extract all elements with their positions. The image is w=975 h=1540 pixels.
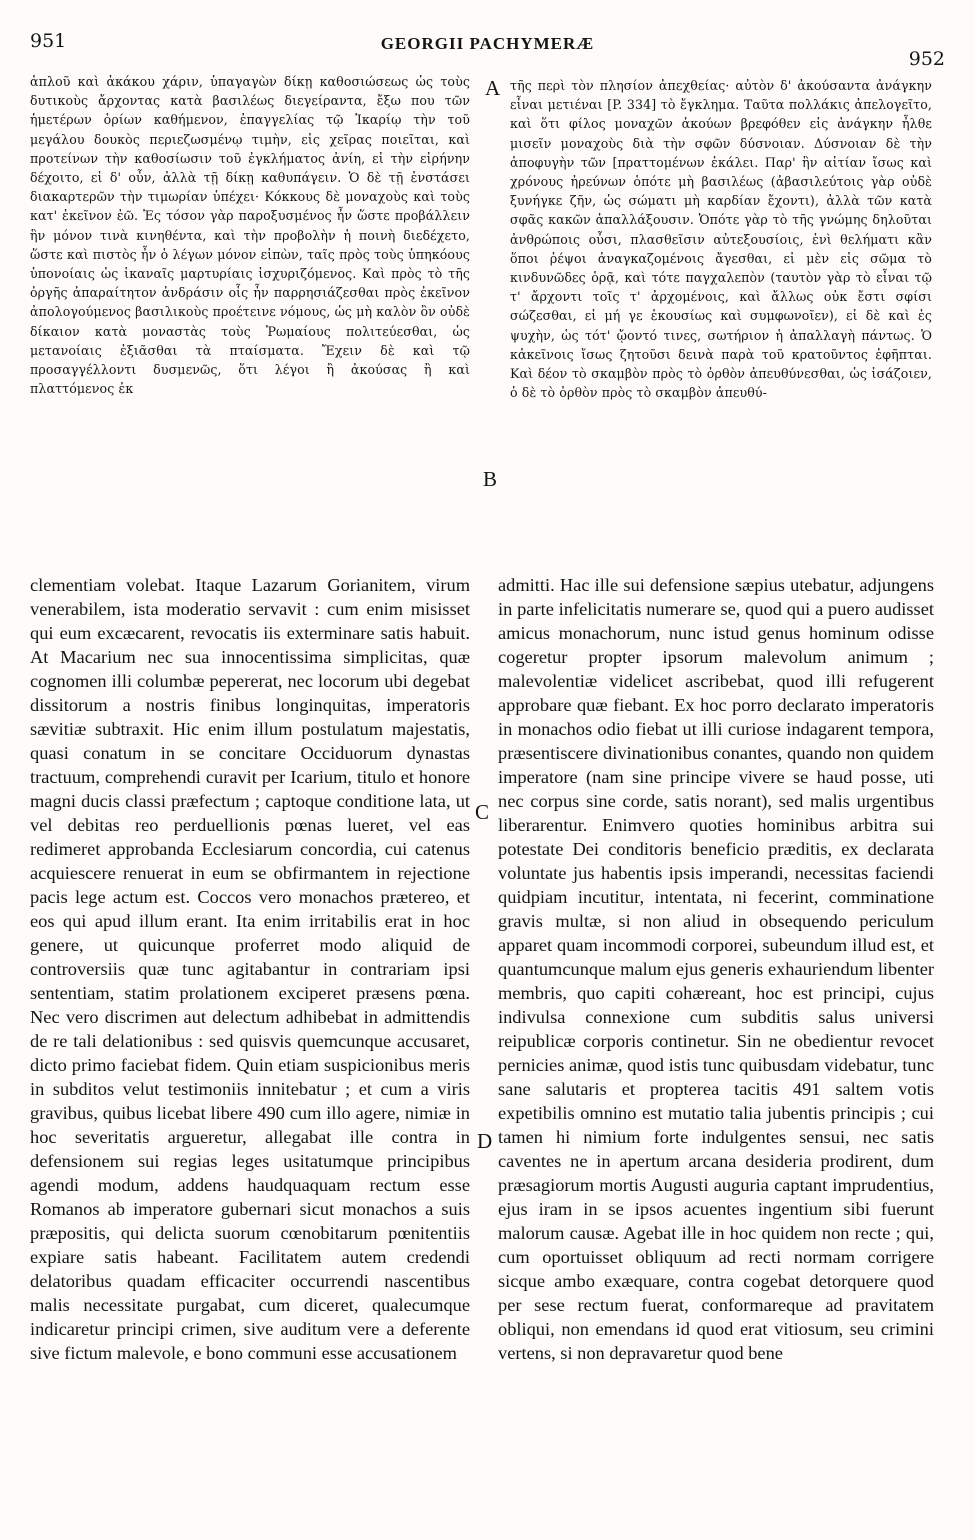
- margin-marker-d: D: [477, 1129, 493, 1153]
- page-number-left: 951: [30, 30, 67, 52]
- margin-marker-c: C: [475, 800, 490, 824]
- latin-column-right: admitti. Hac ille sui defensione sæpius utebatur, adjungens in parte infelicitatis numerare se, quod qui a puero audisset amicus monachorum, nunc istud genus hominum odisse cogeretur propter ipsorum malevolum animum ; malevolentiæ videlicet ascribebat, quod illi refugerent approbare quæ fiebant. Ex hoc porro declarato imperatoris in monachos odio fiebat ut illi curiose indagarent tempora, præsentiscere divinationibus conantes, quando non quidem imperatore (nam sine principe vivere se haud posse, uti nec corpus sine corde, satis norant), sed malis urgentibus liberarentur. Enimvero quoties hominibus arbitra sui potestate Dei conditoris beneficio præditis, ex declarata voluntate jus habentis ipsis imperandi, necessitas faciendi quidpiam incutitur, intentata, ni fecerint, comminatione gravis multæ, si non aliud in obsequendo periculum apparet quam incommodi corporei, subeundum illud est, et quantumcunque malum ejus generis exhauriendum libenter membris, quo capiti cohæreant, hoc est principi, cujus indivulsa connexione cum subditis salus universi reipublicæ corporis continetur. Sin ne obedientur revocet pernicies animæ, quod istis tunc quibusdam videbatur, tunc sane salutaris et propterea tacitis 491 saltem votis expetibilis omnino est mutatio talia jubentis principis ; cui tamen hi nimium forte indulgentes sensui, nec satis caventes ne in apertum arcana desideria prodirent, dum præsagiorum mortis Augusti auguria captant imprudentius, ejus iram in se ipsos acuentes ingentium sibi fuerunt malorum causæ. Agebat ille in hoc quidem non recte ; qui, cum oportuisset obliquum ad recti normam corrigere sicque ambo exæquare, contra cogebat detorquere quod per sese rectum fuerat, conformareque ad pravitatem obliqui, non emendans id quod erat vitiosum, seu crimini vertens, si non depravaretur quod bene: [498, 575, 934, 1363]
- greek-column-left: ἁπλοῦ καὶ ἀκάκου χάριν, ὑπαγαγὼν δίκῃ καθοσιώσεως ὡς τοὺς δυτικοὺς ἄρχοντας κατὰ βασιλέως διεγείραντα, ἔξω που τῶν ἡμετέρων ὁρίων καθήμενον, ἐπαγγελίας τῷ Ἰκαρίῳ τὴν τοῦ μεγάλου δουκὸς περιεζωσμένῳ τιμὴν, εἰς χεῖρας ποιεῖται, καὶ προτείνων τὴν καθοσίωσιν τοῦ ἐγκλήματος ἀνίη, εἰ τὴν εἰρήνην δέχοιτο, εἰ δ' οὖν, ἀλλὰ τῇ δίκῃ καθυπάγειν. Ὁ δὲ τῇ ἐνστάσει διακαρτερῶν τὴν τιμωρίαν ὑπέχει· Κόκκους δὲ μοναχοὺς καὶ τοὺς κατ' ἐκεῖνον ἐῶ. Ἐς τόσον γὰρ παροξυσμένος ἦν ὥστε προβάλλειν ἣν μόνον τινὰ κινηθέντα, καὶ τὴν προβολὴν ἡ ποινὴ διεδέχετο, ὥστε καὶ πιστὸς ἦν ὁ λέγων μόνον εἰπὼν, ταῖς πρὸς τοὺς ὑπηκόους ὑπονοίαις ὡς ἱκαναῖς μαρτυρίαις ἰσχυριζόμενος. Καὶ πρὸς τὸ τῆς ὀργῆς ἀπαραίτητον ἀνδράσιν οἷς ἦν παρρησιάζεσθαι πρὸς ἐκεῖνον ἀπολογούμενος βασιλικοὺς προέτεινε νόμους, ὡς μὴ καλὸν ὂν οὐδὲ δίκαιον κατὰ μοναστὰς τοὺς Ῥωμαίους πολιτεύεσθαι, ὡς μετανοίαις ἐξιᾶσθαι τὰ πταίσματα. Ἔχειν δὲ καὶ τῷ προσαγγέλλοντι δυσμενῶς, ὅτι λέγοι ἢ ἀκούσας ἢ καὶ πλαττόμενος ἐκ: [30, 74, 470, 397]
- running-title: GEORGII PACHYMERÆ: [380, 34, 595, 53]
- greek-column-right: τῆς περὶ τὸν πλησίον ἀπεχθείας· αὐτὸν δ' ἀκούσαντα ἀνάγκην εἶναι μετιέναι [P. 334] τὸ ἔγκλημα. Ταῦτα πολλάκις ἀπελογεῖτο, καὶ ὅτι φίλος μοναχῶν ἀκούων βρεφόθεν εἰς ἀνάγκην ἦλθε μισεῖν μοναχοὺς διὰ τὴν σφῶν δύσνοιαν. Δύσνοιαν δὲ τὴν ἀποφυγὴν τῶν [πραττομένων ἐκάλει. Παρ' ἣν αἰτίαν ἴσως καὶ χρόνους ἠρεύνων ὁπότε μὴ βασιλέως (ἀβασιλεύτοις γὰρ οὐδὲ ξυνήγκε ζῆν, ὡς σώματι μὴ καρδίαν ἔχοντι), ἀλλὰ τῶν κατὰ σφᾶς κακῶν ἀπαλλάξουσιν. Ὁπότε γὰρ τὸ τῆς γνώμης δηλοῦται ἀνθρώποις οὖσι, πλασθεῖσιν αὐτεξουσίοις, ἑνὶ θελήματι κἂν ὅποι ῥέψοι ἀναγκαζομένοις ἄγεσθαι, εἰ μὲν εἰς σῶμα τὸ κινδυνῶδες ὁρᾷ, καὶ τότε παγχαλεπὸν (ταυτὸν γὰρ τὸ εἶναι τῷ τ' ἄρχοντι τοῖς τ' ἀρχομένοις, καὶ ἄλλως οὐκ ἔστι σφίσι σώζεσθαι, εἰ μή γε ἑκουσίως καὶ συμφωνοῖεν), εἰ δὲ καὶ ἐς ψυχὴν, ὡς τότ' ᾤοντό τινες, σωτήριον ἡ ἀπαλλαγὴ πάντως. Ὁ κἀκεῖνοις ἴσως ζητοῦσι δεινὰ παρὰ τοῦ κρατοῦντος ἐφῆπται. Καὶ δέον τὸ σκαμβὸν πρὸς τὸ ὀρθὸν ἀπευθύνεσθαι, ὡς ἰσάζοιεν, ὁ δὲ τὸ ὀρθὸν πρὸς τὸ σκαμβὸν ἀπευθύ-: [510, 78, 932, 401]
- latin-column-left: clementiam volebat. Itaque Lazarum Gorianitem, virum venerabilem, ista moderatio servavit : cum enim misisset qui eum excæcarent, revocatis iis exterminare satis habuit. At Macarium nec sua innocentissima simplicitas, quæ cognomen illi columbæ pepererat, nec locorum ubi degebat dissitorum a nostris finibus longinquitas, imperatoris sævitiæ subtraxit. Hic enim illum postulatum majestatis, quasi conatum in se concitare Occiduorum dynastas tractuum, comprehendi curavit per Icarium, titulo et honore magni ducis classi præfectum ; captoque conditione lata, ut vel debitas reo perduellionis pœnas lueret, vel eas redimeret approbanda Ecclesiarum concordia, cui catenus acquiescere renuerat in eum se obfirmantem in rejectione pacis lege actum est. Coccos vero monachos prætereo, et eos qui apud illum erant. Ita enim irritabilis erat in hoc genere, ut quicunque proferret modo aliquid de controversiis quæ tunc agitabantur in contrariam ipsi sententiam, statim prolationem exciperet præsens pœna. Nec vero discrimen aut delectum adhibebat in admittendis de re tali delationibus : sed quisvis quemcunque accusaret, dicto primo faciebat fidem. Quin etiam suspicionibus meris in subditos velut testimoniis innitebatur ; et cum a viris gravibus, quibus licebat libere 490 cum illo agere, nimiæ in hoc severitatis argueretur, allegabat ille contra in defensionem sui regias leges usitatumque principibus agendi modum, addens haudquaquam rectum esse Romanos ab imperatore gubernari sicut monachos a suis præpositis, qui delicta suorum cœnobitarum pœnitentiis expiare satis habeant. Facilitatem autem credendi delatoribus quadam efficaciter occurrendi nascentibus malis necessitate purgabat, cum diceret, qualecumque indicaretur principi crimen, sive auditum vere a deferente sive fictum malevole, e bono communi esse accusationem: [30, 575, 470, 1363]
- margin-marker-b: B: [483, 467, 498, 491]
- margin-marker-a: A: [485, 76, 501, 100]
- page-header: [30, 26, 945, 70]
- page-number-right: 952: [908, 48, 945, 70]
